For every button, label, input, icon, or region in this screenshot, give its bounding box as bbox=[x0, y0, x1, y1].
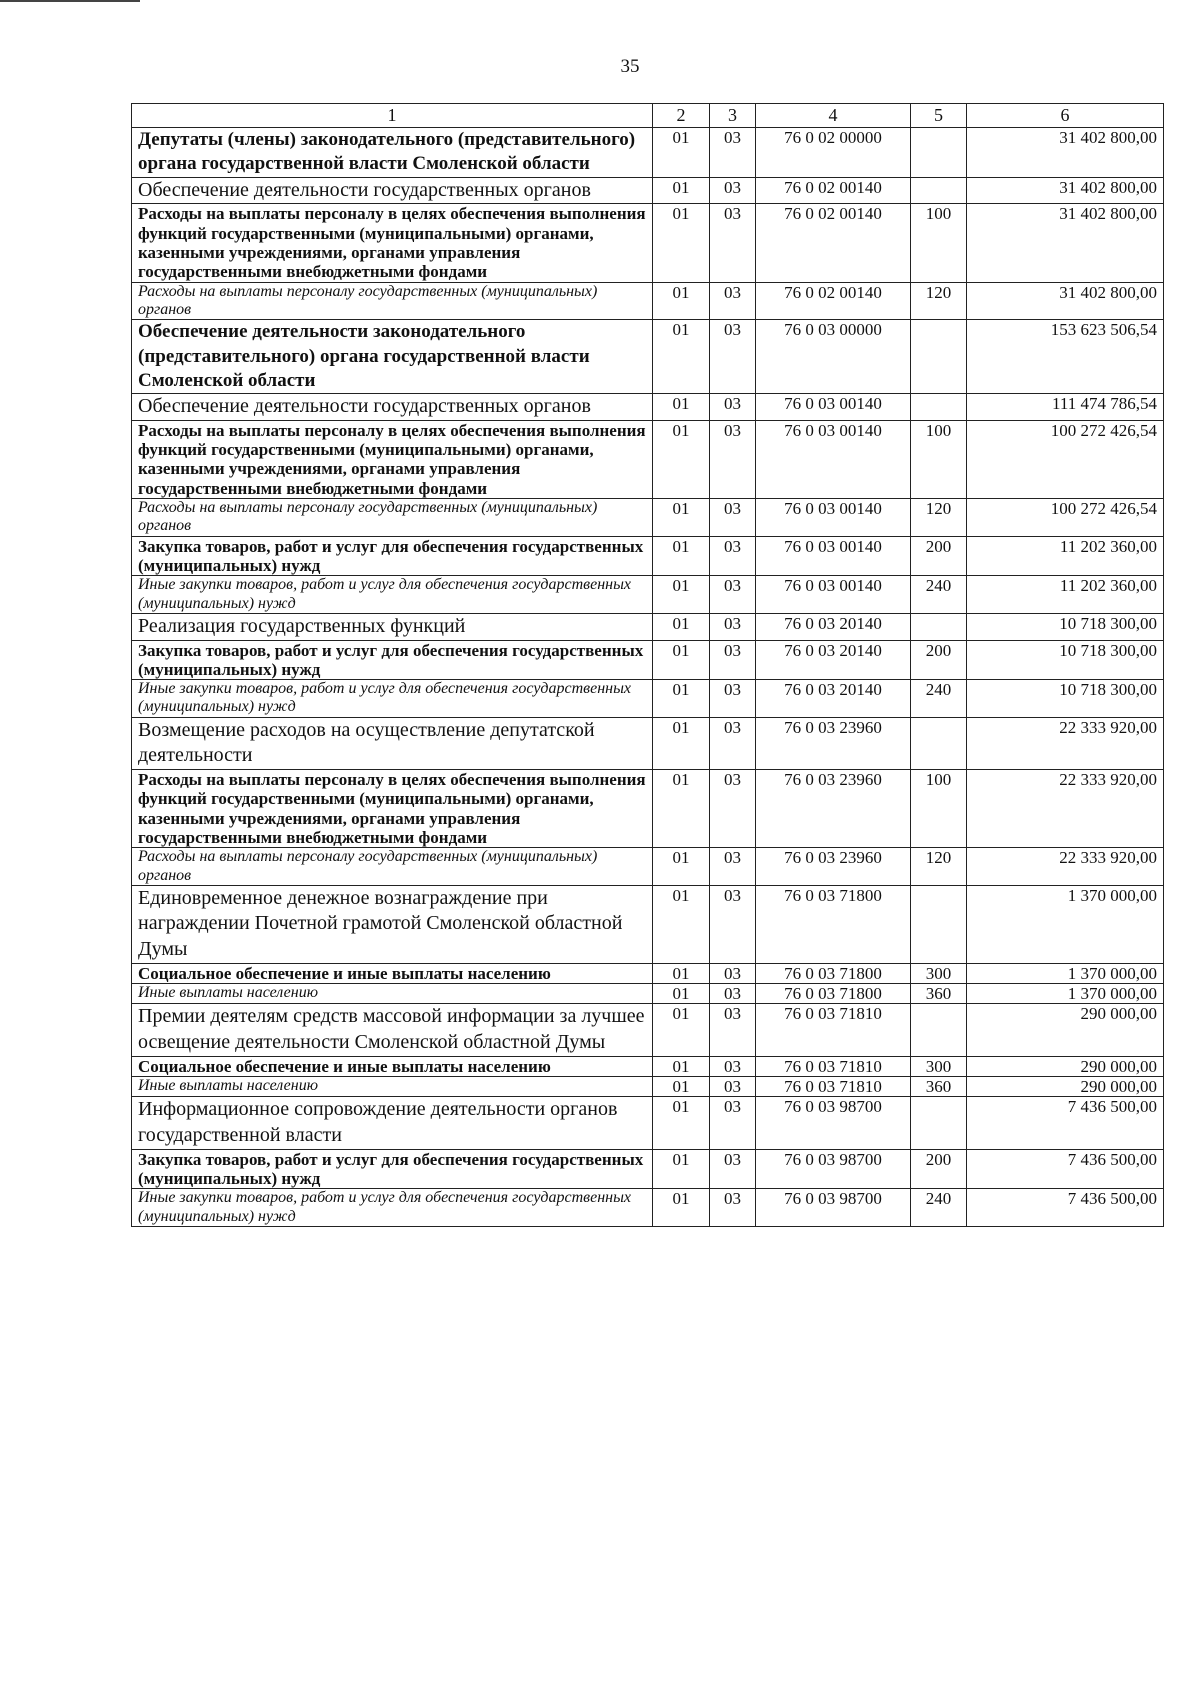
row-expense-type-cell: 300 bbox=[911, 963, 967, 983]
row-amount-cell: 153 623 506,54 bbox=[967, 320, 1164, 394]
row-section-cell: 01 bbox=[653, 1056, 710, 1076]
row-target-cell: 76 0 03 20140 bbox=[756, 640, 911, 680]
row-amount-cell: 100 272 426,54 bbox=[967, 499, 1164, 536]
row-section-cell: 01 bbox=[653, 282, 710, 319]
row-section-cell: 01 bbox=[653, 885, 710, 963]
row-expense-type-cell bbox=[911, 1097, 967, 1149]
row-section-cell: 01 bbox=[653, 963, 710, 983]
table-row bbox=[132, 282, 1164, 319]
table-body bbox=[132, 128, 1164, 1227]
row-expense-type-cell bbox=[911, 613, 967, 640]
row-subsection-cell: 03 bbox=[710, 680, 756, 717]
row-section-cell: 01 bbox=[653, 680, 710, 717]
row-target-cell: 76 0 03 00140 bbox=[756, 420, 911, 499]
row-amount-cell: 100 272 426,54 bbox=[967, 420, 1164, 499]
row-name-cell: Закупка товаров, работ и услуг для обеспечения государственных (муниципальных) нужд bbox=[132, 640, 653, 680]
row-name-cell: Социальное обеспечение и иные выплаты населению bbox=[132, 1056, 653, 1076]
row-name-cell: Закупка товаров, работ и услуг для обеспечения государственных (муниципальных) нужд bbox=[132, 1149, 653, 1189]
row-amount-cell: 7 436 500,00 bbox=[967, 1149, 1164, 1189]
row-expense-type-cell: 200 bbox=[911, 536, 967, 576]
row-name-cell: Премии деятелям средств массовой информации за лучшее освещение деятельности Смоленской областной Думы bbox=[132, 1004, 653, 1056]
row-subsection-cell: 03 bbox=[710, 394, 756, 421]
row-subsection-cell: 03 bbox=[710, 177, 756, 204]
column-header-3: 3 bbox=[710, 104, 756, 128]
row-section-cell: 01 bbox=[653, 1149, 710, 1189]
row-amount-cell: 290 000,00 bbox=[967, 1004, 1164, 1056]
row-section-cell: 01 bbox=[653, 394, 710, 421]
row-name-cell: Иные выплаты населению bbox=[132, 1076, 653, 1096]
row-expense-type-cell: 100 bbox=[911, 204, 967, 283]
row-amount-cell: 290 000,00 bbox=[967, 1076, 1164, 1096]
row-section-cell: 01 bbox=[653, 177, 710, 204]
row-target-cell: 76 0 03 20140 bbox=[756, 613, 911, 640]
row-section-cell: 01 bbox=[653, 320, 710, 394]
row-expense-type-cell: 100 bbox=[911, 769, 967, 848]
row-target-cell: 76 0 03 00000 bbox=[756, 320, 911, 394]
page-number: 35 bbox=[620, 56, 640, 77]
column-header-2: 2 bbox=[653, 104, 710, 128]
row-subsection-cell: 03 bbox=[710, 1076, 756, 1096]
table-row bbox=[132, 1189, 1164, 1226]
row-expense-type-cell: 100 bbox=[911, 420, 967, 499]
row-amount-cell: 10 718 300,00 bbox=[967, 613, 1164, 640]
row-section-cell: 01 bbox=[653, 420, 710, 499]
row-target-cell: 76 0 03 71810 bbox=[756, 1076, 911, 1096]
row-section-cell: 01 bbox=[653, 848, 710, 885]
column-header-1: 1 bbox=[132, 104, 653, 128]
table-row bbox=[132, 984, 1164, 1004]
row-subsection-cell: 03 bbox=[710, 1097, 756, 1149]
row-section-cell: 01 bbox=[653, 984, 710, 1004]
table-row bbox=[132, 1004, 1164, 1056]
table-row bbox=[132, 394, 1164, 421]
row-target-cell: 76 0 03 98700 bbox=[756, 1189, 911, 1226]
row-expense-type-cell bbox=[911, 320, 967, 394]
row-amount-cell: 22 333 920,00 bbox=[967, 717, 1164, 769]
row-section-cell: 01 bbox=[653, 499, 710, 536]
table-row bbox=[132, 1097, 1164, 1149]
row-subsection-cell: 03 bbox=[710, 128, 756, 178]
row-target-cell: 76 0 03 71800 bbox=[756, 984, 911, 1004]
table-row bbox=[132, 717, 1164, 769]
table-header-row bbox=[132, 104, 1164, 128]
table-row bbox=[132, 613, 1164, 640]
row-expense-type-cell bbox=[911, 1004, 967, 1056]
row-target-cell: 76 0 03 00140 bbox=[756, 394, 911, 421]
table-row bbox=[132, 128, 1164, 178]
row-section-cell: 01 bbox=[653, 576, 710, 613]
row-expense-type-cell: 240 bbox=[911, 576, 967, 613]
row-target-cell: 76 0 03 23960 bbox=[756, 769, 911, 848]
row-name-cell: Обеспечение деятельности законодательного (представительного) органа государственной власти Смоленской области bbox=[132, 320, 653, 394]
row-target-cell: 76 0 02 00140 bbox=[756, 282, 911, 319]
table-row bbox=[132, 499, 1164, 536]
row-subsection-cell: 03 bbox=[710, 613, 756, 640]
row-section-cell: 01 bbox=[653, 717, 710, 769]
row-amount-cell: 11 202 360,00 bbox=[967, 536, 1164, 576]
table-row bbox=[132, 1076, 1164, 1096]
row-subsection-cell: 03 bbox=[710, 420, 756, 499]
table-row bbox=[132, 177, 1164, 204]
row-name-cell: Возмещение расходов на осуществление депутатской деятельности bbox=[132, 717, 653, 769]
row-section-cell: 01 bbox=[653, 1076, 710, 1096]
table-row bbox=[132, 885, 1164, 963]
row-section-cell: 01 bbox=[653, 536, 710, 576]
row-amount-cell: 11 202 360,00 bbox=[967, 576, 1164, 613]
row-name-cell: Социальное обеспечение и иные выплаты населению bbox=[132, 963, 653, 983]
row-expense-type-cell: 360 bbox=[911, 1076, 967, 1096]
table-row bbox=[132, 536, 1164, 576]
row-amount-cell: 1 370 000,00 bbox=[967, 963, 1164, 983]
table-row bbox=[132, 576, 1164, 613]
row-section-cell: 01 bbox=[653, 204, 710, 283]
column-header-5: 5 bbox=[911, 104, 967, 128]
row-name-cell: Расходы на выплаты персоналу государственных (муниципальных) органов bbox=[132, 282, 653, 319]
table-row bbox=[132, 204, 1164, 283]
table-row bbox=[132, 848, 1164, 885]
row-amount-cell: 7 436 500,00 bbox=[967, 1097, 1164, 1149]
row-subsection-cell: 03 bbox=[710, 320, 756, 394]
scan-edge-mark bbox=[0, 0, 140, 2]
row-expense-type-cell bbox=[911, 394, 967, 421]
row-name-cell: Обеспечение деятельности государственных органов bbox=[132, 177, 653, 204]
row-expense-type-cell bbox=[911, 177, 967, 204]
row-target-cell: 76 0 03 00140 bbox=[756, 499, 911, 536]
row-subsection-cell: 03 bbox=[710, 984, 756, 1004]
table-row bbox=[132, 1056, 1164, 1076]
row-section-cell: 01 bbox=[653, 1097, 710, 1149]
row-name-cell: Расходы на выплаты персоналу в целях обеспечения выполнения функций государственными (муниципальными) органами, казенными учреждениями, органами управления государственными внебюджетными фондами bbox=[132, 769, 653, 848]
row-name-cell: Расходы на выплаты персоналу в целях обеспечения выполнения функций государственными (муниципальными) органами, казенными учреждениями, органами управления государственными внебюджетными фондами bbox=[132, 420, 653, 499]
row-name-cell: Депутаты (члены) законодательного (представительного) органа государственной власти Смоленской области bbox=[132, 128, 653, 178]
column-header-4: 4 bbox=[756, 104, 911, 128]
row-section-cell: 01 bbox=[653, 769, 710, 848]
row-target-cell: 76 0 03 00140 bbox=[756, 536, 911, 576]
row-subsection-cell: 03 bbox=[710, 1056, 756, 1076]
table-row bbox=[132, 420, 1164, 499]
row-subsection-cell: 03 bbox=[710, 885, 756, 963]
row-name-cell: Закупка товаров, работ и услуг для обеспечения государственных (муниципальных) нужд bbox=[132, 536, 653, 576]
row-name-cell: Расходы на выплаты персоналу государственных (муниципальных) органов bbox=[132, 499, 653, 536]
row-amount-cell: 31 402 800,00 bbox=[967, 128, 1164, 178]
table-row bbox=[132, 640, 1164, 680]
row-name-cell: Иные закупки товаров, работ и услуг для обеспечения государственных (муниципальных) нужд bbox=[132, 576, 653, 613]
table-row bbox=[132, 963, 1164, 983]
column-header-6: 6 bbox=[967, 104, 1164, 128]
row-target-cell: 76 0 03 98700 bbox=[756, 1097, 911, 1149]
row-name-cell: Реализация государственных функций bbox=[132, 613, 653, 640]
row-target-cell: 76 0 03 98700 bbox=[756, 1149, 911, 1189]
row-amount-cell: 7 436 500,00 bbox=[967, 1189, 1164, 1226]
row-name-cell: Единовременное денежное вознаграждение при награждении Почетной грамотой Смоленской областной Думы bbox=[132, 885, 653, 963]
row-target-cell: 76 0 03 23960 bbox=[756, 848, 911, 885]
row-name-cell: Иные выплаты населению bbox=[132, 984, 653, 1004]
row-name-cell: Обеспечение деятельности государственных органов bbox=[132, 394, 653, 421]
row-subsection-cell: 03 bbox=[710, 536, 756, 576]
row-section-cell: 01 bbox=[653, 640, 710, 680]
row-expense-type-cell: 300 bbox=[911, 1056, 967, 1076]
row-amount-cell: 290 000,00 bbox=[967, 1056, 1164, 1076]
row-section-cell: 01 bbox=[653, 1189, 710, 1226]
row-expense-type-cell: 360 bbox=[911, 984, 967, 1004]
row-subsection-cell: 03 bbox=[710, 282, 756, 319]
row-target-cell: 76 0 03 71800 bbox=[756, 885, 911, 963]
table-row bbox=[132, 320, 1164, 394]
row-amount-cell: 31 402 800,00 bbox=[967, 177, 1164, 204]
row-subsection-cell: 03 bbox=[710, 640, 756, 680]
budget-table bbox=[131, 103, 1164, 1227]
row-subsection-cell: 03 bbox=[710, 204, 756, 283]
row-subsection-cell: 03 bbox=[710, 499, 756, 536]
row-subsection-cell: 03 bbox=[710, 963, 756, 983]
row-amount-cell: 22 333 920,00 bbox=[967, 848, 1164, 885]
row-subsection-cell: 03 bbox=[710, 717, 756, 769]
row-section-cell: 01 bbox=[653, 1004, 710, 1056]
row-target-cell: 76 0 02 00000 bbox=[756, 128, 911, 178]
row-target-cell: 76 0 02 00140 bbox=[756, 204, 911, 283]
row-amount-cell: 22 333 920,00 bbox=[967, 769, 1164, 848]
row-subsection-cell: 03 bbox=[710, 848, 756, 885]
row-target-cell: 76 0 03 23960 bbox=[756, 717, 911, 769]
row-amount-cell: 31 402 800,00 bbox=[967, 282, 1164, 319]
row-subsection-cell: 03 bbox=[710, 576, 756, 613]
row-amount-cell: 1 370 000,00 bbox=[967, 984, 1164, 1004]
row-subsection-cell: 03 bbox=[710, 769, 756, 848]
row-expense-type-cell: 240 bbox=[911, 680, 967, 717]
row-target-cell: 76 0 03 71810 bbox=[756, 1056, 911, 1076]
row-expense-type-cell bbox=[911, 717, 967, 769]
row-target-cell: 76 0 03 20140 bbox=[756, 680, 911, 717]
row-expense-type-cell: 200 bbox=[911, 1149, 967, 1189]
row-expense-type-cell bbox=[911, 885, 967, 963]
row-expense-type-cell: 120 bbox=[911, 282, 967, 319]
row-amount-cell: 1 370 000,00 bbox=[967, 885, 1164, 963]
table-row bbox=[132, 769, 1164, 848]
row-name-cell: Информационное сопровождение деятельности органов государственной власти bbox=[132, 1097, 653, 1149]
row-name-cell: Расходы на выплаты персоналу государственных (муниципальных) органов bbox=[132, 848, 653, 885]
table-row bbox=[132, 1149, 1164, 1189]
row-section-cell: 01 bbox=[653, 613, 710, 640]
row-target-cell: 76 0 02 00140 bbox=[756, 177, 911, 204]
row-amount-cell: 31 402 800,00 bbox=[967, 204, 1164, 283]
row-expense-type-cell: 240 bbox=[911, 1189, 967, 1226]
row-target-cell: 76 0 03 71800 bbox=[756, 963, 911, 983]
row-expense-type-cell bbox=[911, 128, 967, 178]
table-row bbox=[132, 680, 1164, 717]
row-amount-cell: 111 474 786,54 bbox=[967, 394, 1164, 421]
row-expense-type-cell: 120 bbox=[911, 499, 967, 536]
row-expense-type-cell: 120 bbox=[911, 848, 967, 885]
row-subsection-cell: 03 bbox=[710, 1149, 756, 1189]
row-target-cell: 76 0 03 71810 bbox=[756, 1004, 911, 1056]
row-name-cell: Иные закупки товаров, работ и услуг для обеспечения государственных (муниципальных) нужд bbox=[132, 1189, 653, 1226]
row-name-cell: Иные закупки товаров, работ и услуг для обеспечения государственных (муниципальных) нужд bbox=[132, 680, 653, 717]
row-amount-cell: 10 718 300,00 bbox=[967, 680, 1164, 717]
row-name-cell: Расходы на выплаты персоналу в целях обеспечения выполнения функций государственными (муниципальными) органами, казенными учреждениями, органами управления государственными внебюджетными фондами bbox=[132, 204, 653, 283]
row-section-cell: 01 bbox=[653, 128, 710, 178]
row-expense-type-cell: 200 bbox=[911, 640, 967, 680]
row-amount-cell: 10 718 300,00 bbox=[967, 640, 1164, 680]
row-subsection-cell: 03 bbox=[710, 1189, 756, 1226]
row-target-cell: 76 0 03 00140 bbox=[756, 576, 911, 613]
row-subsection-cell: 03 bbox=[710, 1004, 756, 1056]
